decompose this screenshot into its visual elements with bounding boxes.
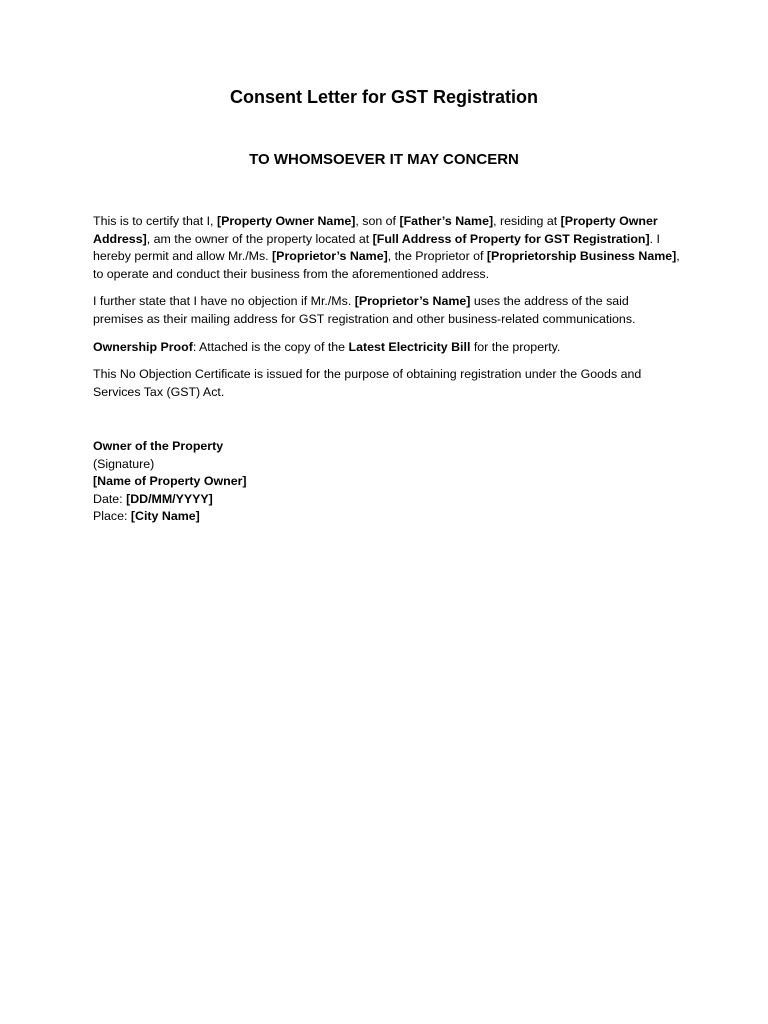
place-placeholder: [City Name] (130, 509, 200, 524)
owner-name-line: [Name of Property Owner] (93, 474, 247, 489)
paragraph-certification: This is to certify that I, [Property Owner Name], son of [Father’s Name], residing at [Property Owner Address], am the owner of the property located at [Full Address of Property for GST Registration]. I hereby permit and allow Mr./Ms. [Proprietor’s Name], the Proprietor of [Proprietorship Business Name], to operate and conduct their business from the aforementioned address. (93, 214, 680, 281)
date-line: Date: [DD/MM/YYYY] (93, 491, 213, 506)
signature-block (93, 438, 493, 526)
proprietor-name-placeholder: [Proprietor’s Name] (272, 249, 388, 264)
paragraph-no-objection: I further state that I have no objection if Mr./Ms. [Proprietor’s Name] uses the address of the said premises as their mailing address for GST registration and other business-related communications. (93, 294, 636, 326)
letter-body (93, 213, 681, 411)
place-line: Place: [City Name] (93, 509, 200, 524)
owner-address-placeholder: [Property Owner Address] (93, 214, 658, 246)
date-placeholder: [DD/MM/YYYY] (126, 491, 213, 506)
business-name-placeholder: [Proprietorship Business Name] (486, 249, 677, 264)
signature-heading: Owner of the Property (93, 439, 224, 453)
ownership-proof-label: Ownership Proof (93, 339, 193, 354)
document-title: Consent Letter for GST Registration (229, 87, 539, 107)
document-subtitle: TO WHOMSOEVER IT MAY CONCERN (249, 151, 519, 168)
property-address-placeholder: [Full Address of Property for GST Registration] (372, 231, 650, 246)
owner-name-placeholder: [Property Owner Name] (216, 214, 356, 228)
paragraph-purpose: This No Objection Certificate is issued for the purpose of obtaining registration under the Goods and Services Tax (GST) Act. (93, 367, 642, 399)
father-name-placeholder: [Father’s Name] (399, 214, 494, 228)
signature-label: (Signature) (93, 456, 155, 471)
paragraph-ownership-proof: Ownership Proof: Attached is the copy of the Latest Electricity Bill for the property. (93, 339, 561, 354)
electricity-bill-label: Latest Electricity Bill (348, 339, 471, 354)
proprietor-name-placeholder: [Proprietor’s Name] (354, 294, 471, 309)
